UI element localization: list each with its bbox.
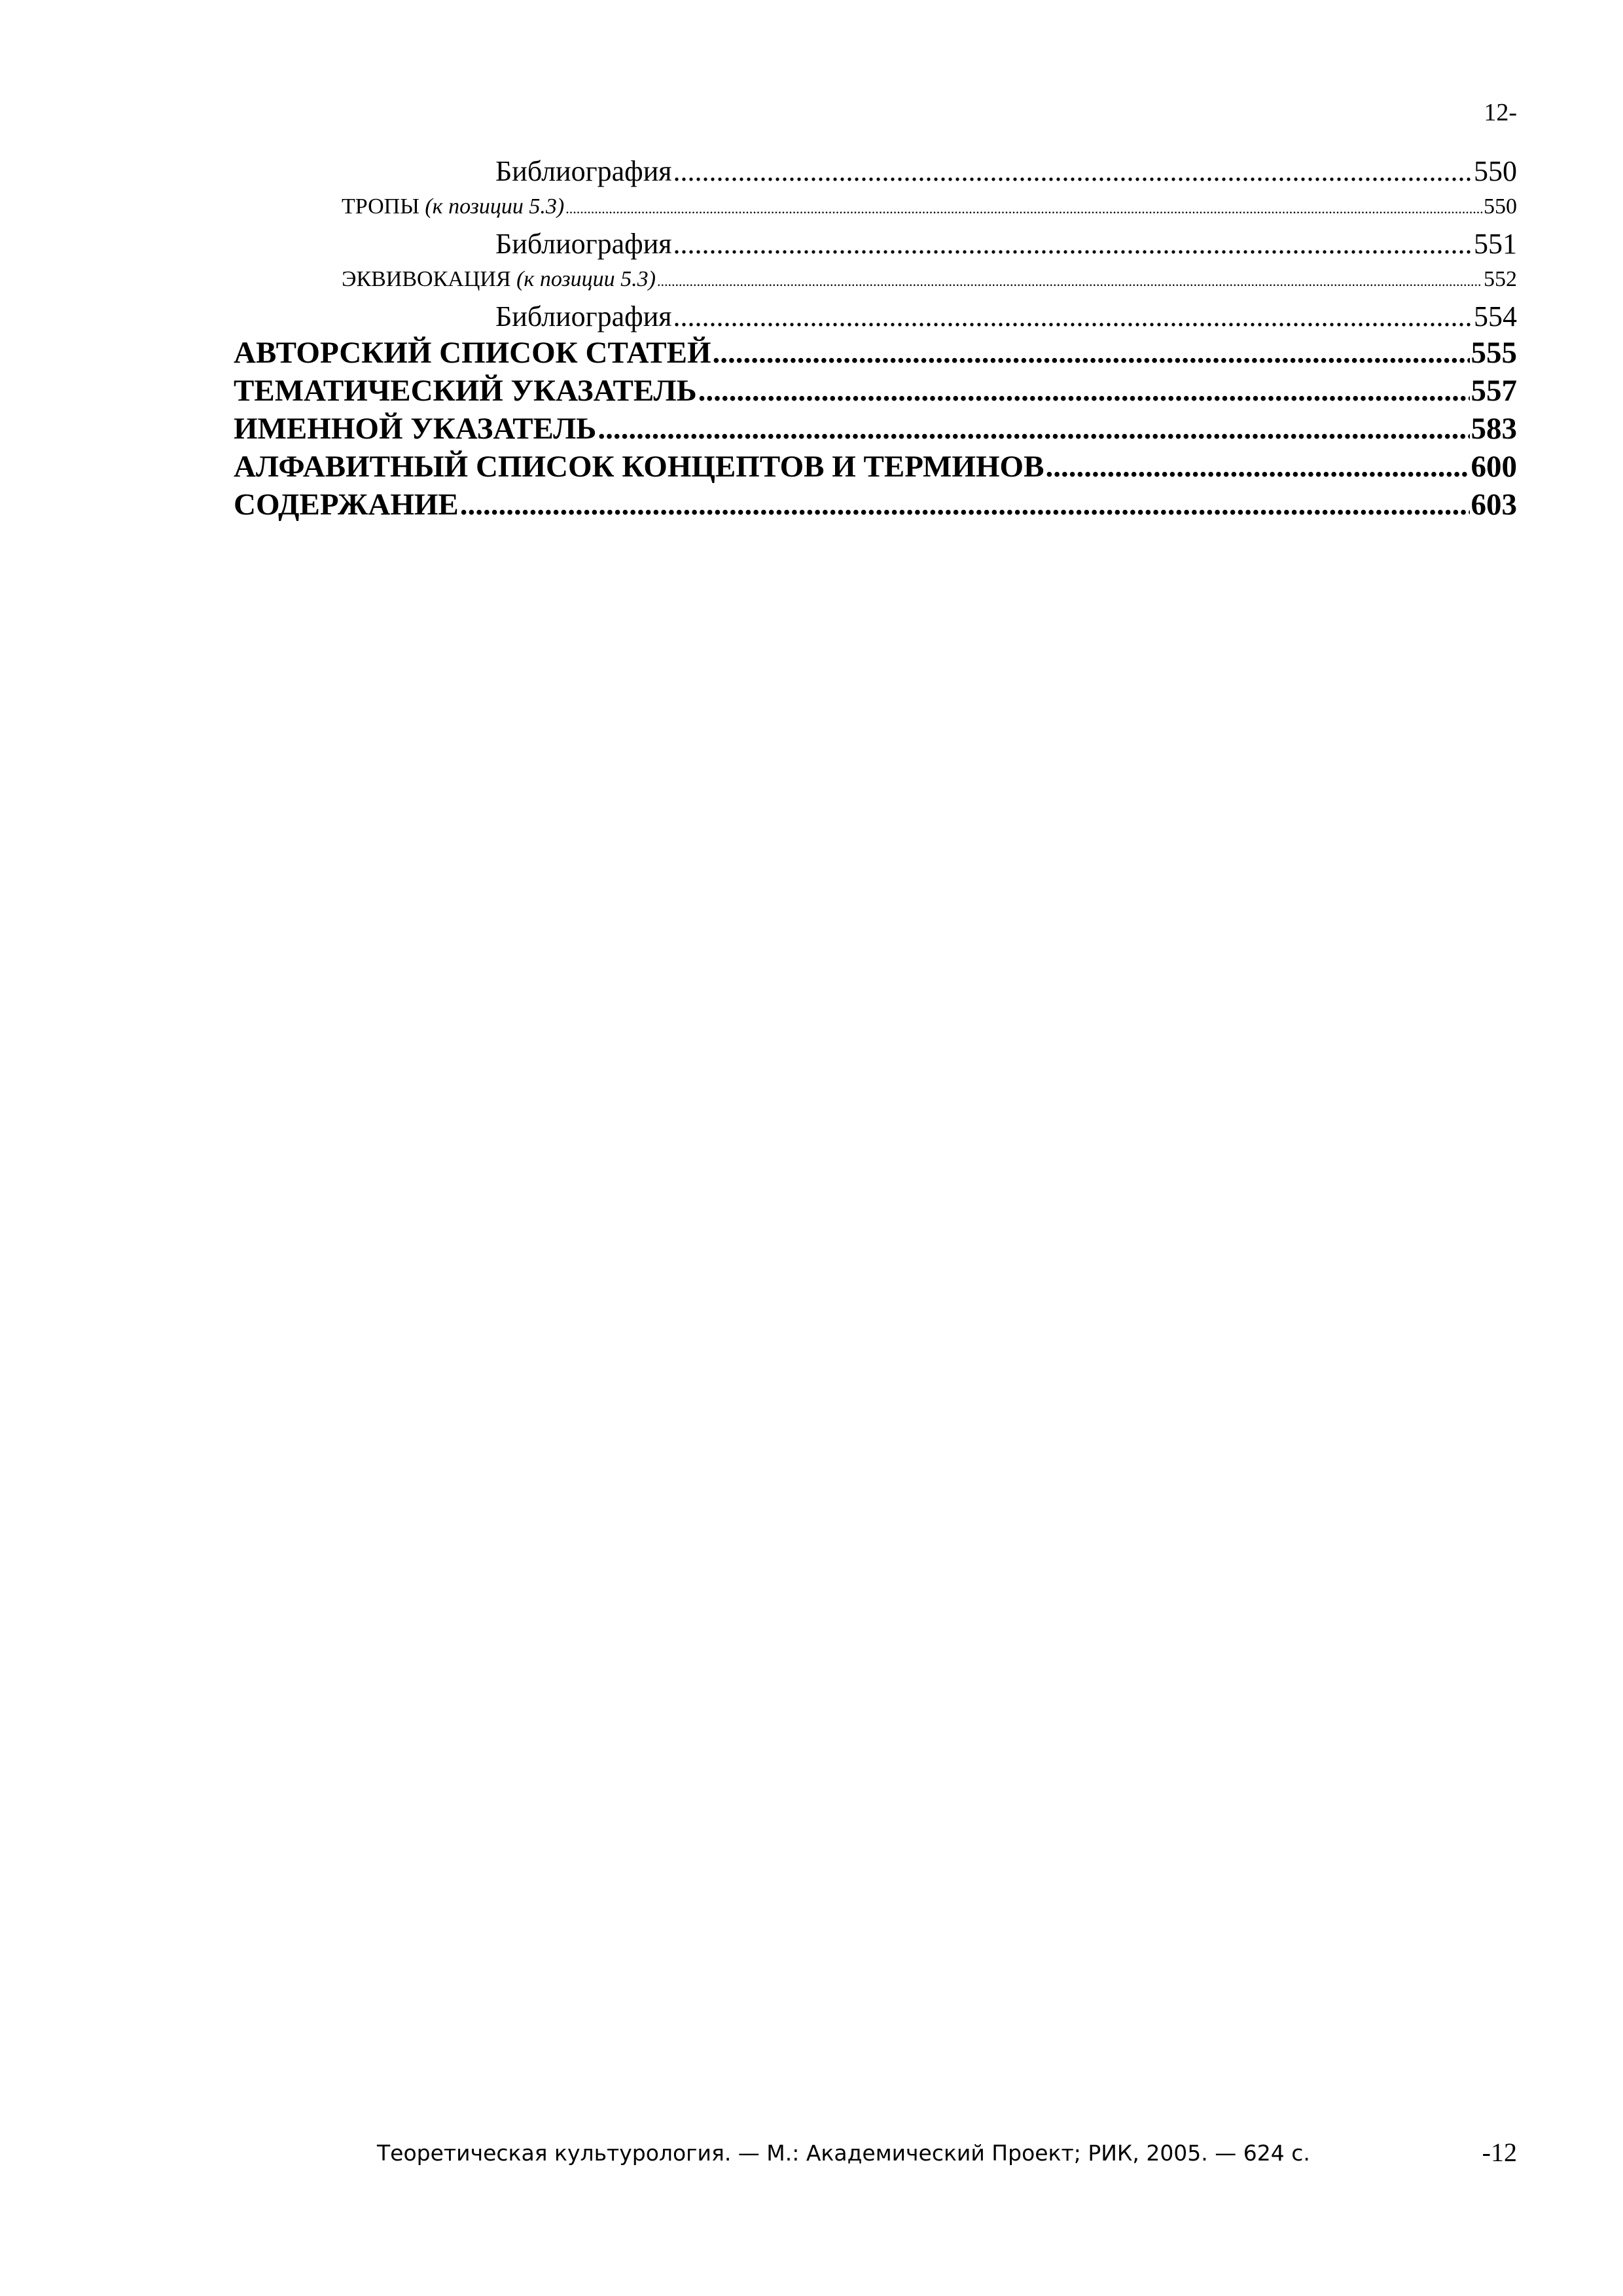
toc-entry-title: ЭКВИВОКАЦИЯ: [342, 267, 511, 291]
toc-entry-page: 550: [1484, 194, 1517, 219]
toc-entry-name-index[interactable]: [234, 410, 1517, 448]
dot-leader: [673, 300, 1472, 334]
toc-entry-note: (к позиции 5.3): [516, 267, 656, 291]
dot-leader: [565, 190, 1482, 227]
toc-entry-alphabetical-list[interactable]: [234, 448, 1517, 486]
footer-citation: Теоретическая культурология. — М.: Академический Проект; РИК, 2005. — 624 с.: [377, 2140, 1310, 2166]
toc-entry-title: ТРОПЫ: [342, 194, 419, 219]
toc-entry-label: Библиография: [495, 228, 672, 260]
toc-entry-page: 552: [1484, 267, 1517, 291]
toc-entry-author-list[interactable]: [234, 334, 1517, 372]
dot-leader: [1045, 448, 1469, 486]
toc-entry-page: 557: [1471, 374, 1517, 408]
toc-entry-bibliography[interactable]: [234, 300, 1517, 334]
toc-entry-label: Библиография: [495, 300, 672, 332]
toc-entry-page: 600: [1471, 450, 1517, 484]
dot-leader: [657, 263, 1482, 300]
toc-entry-page: 551: [1474, 228, 1517, 260]
toc-entry-label: СОДЕРЖАНИЕ: [234, 488, 459, 522]
toc-entry-page: 583: [1471, 412, 1517, 446]
page-number-top: 12-: [1484, 99, 1517, 126]
page-number-bottom: -12: [1482, 2138, 1517, 2167]
dot-leader: [713, 334, 1470, 372]
toc-entry-label: АЛФАВИТНЫЙ СПИСОК КОНЦЕПТОВ И ТЕРМИНОВ: [234, 450, 1044, 484]
toc-entry-page: 554: [1474, 300, 1517, 332]
toc-entry-label: ТЕМАТИЧЕСКИЙ УКАЗАТЕЛЬ: [234, 374, 697, 408]
toc-entry-note: (к позиции 5.3): [425, 194, 565, 219]
toc-entry-label: [342, 261, 656, 298]
toc-entry-label: АВТОРСКИЙ СПИСОК СТАТЕЙ: [234, 336, 711, 370]
dot-leader: [673, 227, 1472, 261]
dot-leader: [460, 486, 1470, 524]
toc-entry-label: ИМЕННОЙ УКАЗАТЕЛЬ: [234, 412, 597, 446]
toc-entry-page: 603: [1471, 488, 1517, 522]
toc-entry-ekvivokatsiya[interactable]: [234, 261, 1517, 300]
toc-entry-page: 555: [1471, 336, 1517, 370]
dot-leader: [673, 154, 1472, 188]
toc-entry-page: 550: [1474, 155, 1517, 187]
toc-entry-label: [342, 188, 564, 225]
toc-entry-tropy[interactable]: [234, 188, 1517, 227]
toc-entry-label: Библиография: [495, 155, 672, 187]
toc-entry-bibliography[interactable]: [234, 227, 1517, 261]
dot-leader: [698, 372, 1470, 410]
toc-entry-contents[interactable]: [234, 486, 1517, 524]
dot-leader: [597, 410, 1469, 448]
toc-entry-thematic-index[interactable]: [234, 372, 1517, 410]
toc-entry-bibliography[interactable]: [234, 154, 1517, 188]
table-of-contents: [234, 154, 1517, 524]
